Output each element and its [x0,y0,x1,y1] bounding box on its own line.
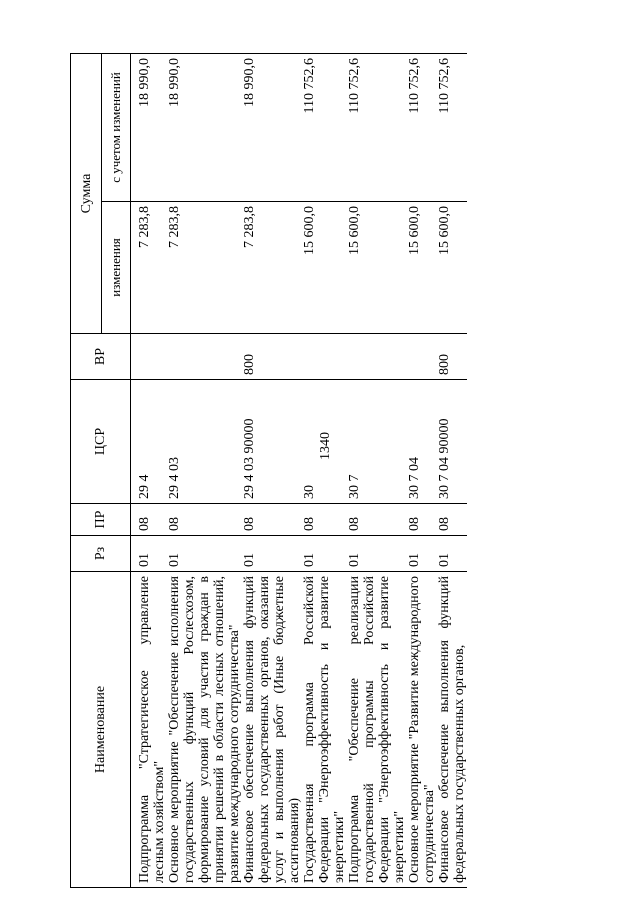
header-vr: ВР [71,334,131,380]
row-csr: 30 7 [347,380,407,504]
row-rz: 01 [167,536,242,572]
row-changes: 15 600,0 [347,202,407,334]
row-with-changes: 18 990,0 [167,54,242,202]
row-csr: 30 7 04 [407,380,437,504]
row-name: Финансовое обеспечение выполнения функций федеральных государственных органов, оказания услуг и выполнения работ (Иные бюджетные ассигнования) [242,572,302,888]
row-csr: 30 7 04 90000 [437,380,467,504]
header-sum: Сумма [71,54,102,334]
header-pr: ПР [71,504,131,536]
row-with-changes: 18 990,0 [131,54,168,202]
budget-table [70,53,467,888]
table-row [131,54,168,888]
table-header [71,54,131,888]
header-with-changes: с учетом изменений [102,54,131,202]
row-pr: 08 [242,504,302,536]
table-row [167,54,242,888]
table-row [302,54,347,888]
row-name: Основное мероприятие "Обеспечение исполнения государственных функций Рослесхозом, формирование условий для участия граждан в принятии решений в области лесных отношений, развитие международного сотрудничества" [167,572,242,888]
table-row [242,54,302,888]
row-name: Государственная программа Российской Федерации "Энергоэффективность и развитие энергетики" [302,572,347,888]
row-pr: 08 [347,504,407,536]
table-row [437,54,467,888]
row-name: Подпрограмма "Обеспечение реализации государственной программы Российской Федерации "Энергоэффективность и развитие энергетики" [347,572,407,888]
row-rz: 01 [242,536,302,572]
row-with-changes: 110 752,6 [347,54,407,202]
row-csr: 29 4 [131,380,168,504]
row-pr: 08 [437,504,467,536]
row-name: Финансовое обеспечение выполнения функций федеральных государственных органов, [437,572,467,888]
row-changes: 15 600,0 [437,202,467,334]
row-vr [167,334,242,380]
page-number: 1340 [318,432,333,460]
table-body [131,54,468,888]
row-name: Подпрограмма "Стратегическое управление лесным хозяйством" [131,572,168,888]
row-pr: 08 [407,504,437,536]
row-changes: 15 600,0 [302,202,347,334]
header-name: Наименование [71,572,131,888]
row-changes: 7 283,8 [131,202,168,334]
row-vr [407,334,437,380]
row-csr: 29 4 03 90000 [242,380,302,504]
row-csr: 29 4 03 [167,380,242,504]
row-with-changes: 110 752,6 [302,54,347,202]
row-with-changes: 110 752,6 [437,54,467,202]
row-rz: 01 [437,536,467,572]
header-csr: ЦСР [71,380,131,504]
row-pr: 08 [302,504,347,536]
table-row [347,54,407,888]
row-changes: 7 283,8 [242,202,302,334]
row-changes: 15 600,0 [407,202,437,334]
row-name: Основное мероприятие "Развитие международного сотрудничества" [407,572,437,888]
row-vr [302,334,347,380]
row-rz: 01 [131,536,168,572]
row-vr: 800 [437,334,467,380]
header-changes: изменения [102,202,131,334]
row-vr: 800 [242,334,302,380]
table-row [407,54,437,888]
row-with-changes: 18 990,0 [242,54,302,202]
row-vr [347,334,407,380]
row-with-changes: 110 752,6 [407,54,437,202]
row-vr [131,334,168,380]
row-rz: 01 [347,536,407,572]
rotated-table-container [70,54,570,888]
row-pr: 08 [131,504,168,536]
row-csr: 30 [302,380,347,504]
header-rz: Рз [71,536,131,572]
row-changes: 7 283,8 [167,202,242,334]
row-rz: 01 [407,536,437,572]
row-pr: 08 [167,504,242,536]
row-rz: 01 [302,536,347,572]
